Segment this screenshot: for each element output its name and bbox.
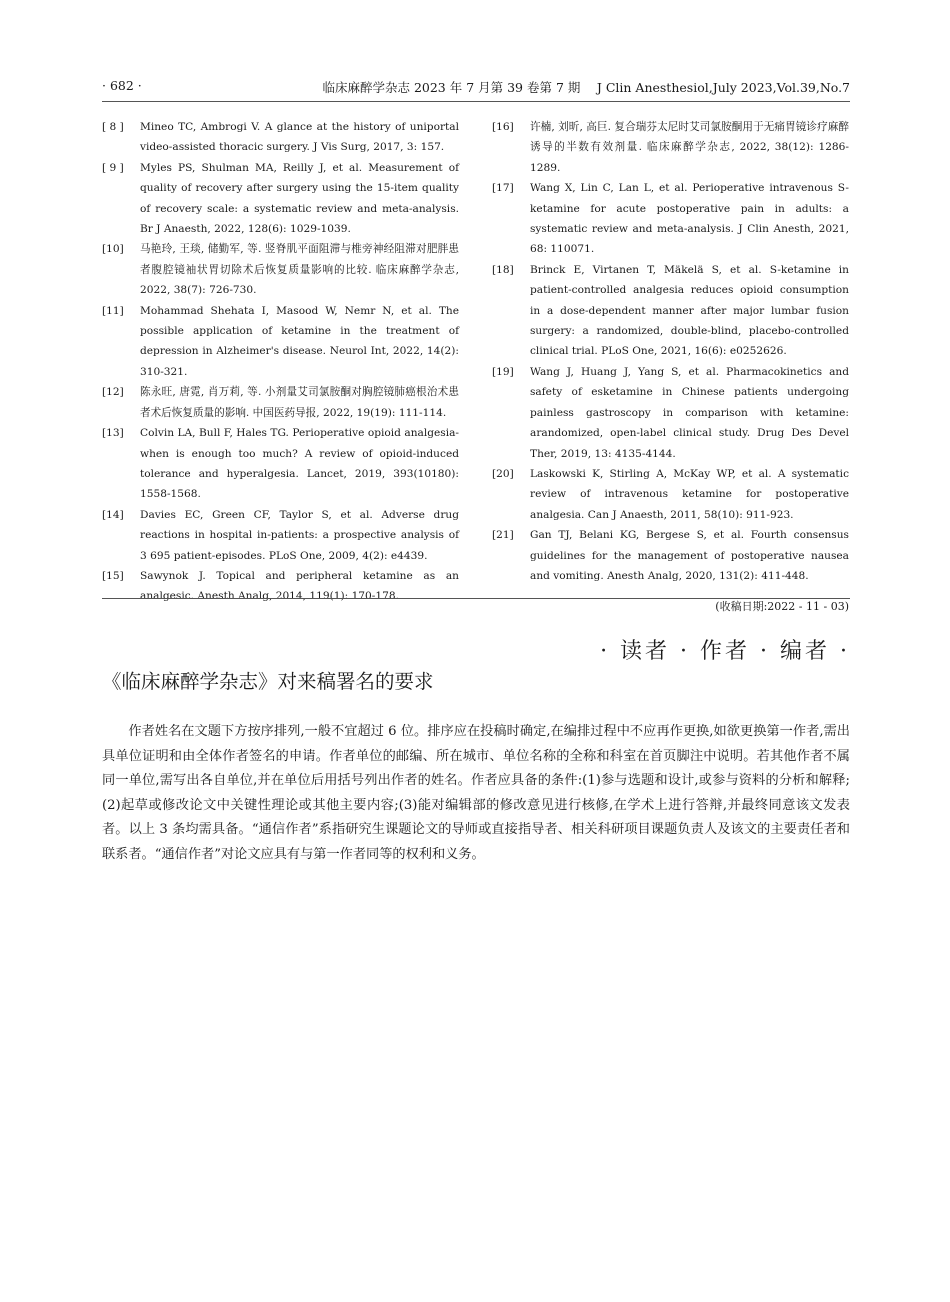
- reference-number: [20]: [492, 467, 514, 480]
- reference-item: [102, 566, 459, 607]
- reference-item: [492, 464, 849, 525]
- notice-body: 作者姓名在文题下方按序排列,一般不宜超过 6 位。排序应在投稿时确定,在编排过程中不应再作更换,如欲更换第一作者,需出具单位证明和由全体作者签名的申请。作者单位的邮编、所在城市、单位名称的全称和科室在首页脚注中说明。若其他作者不属同一单位,需写出各自单位,并在单位后用括号列出作者的姓名。作者应具备的条件:(1)参与选题和设计,或参与资料的分析和解释;(2)起草或修改论文中关键性理论或其他主要内容;(3)能对编辑部的修改意见进行核修,在学术上进行答辩,并最终同意该文发表者。以上 3 条均需具备。“通信作者”系指研究生课题论文的导师或直接指导者、相关科研项目课题负责人及该文的主要责任者和联系者。“通信作者”对论文应具有与第一作者同等的权利和义务。: [102, 724, 850, 862]
- reference-number: [ 9 ]: [102, 161, 124, 174]
- reference-text: Myles PS, Shulman MA, Reilly J, et al. Measurement of quality of recovery after surgery using the 15-item quality of recovery scale: a systematic review and meta-analysis. Br J Anaesth, 2022, 128(6): 1029-1039.: [140, 161, 459, 236]
- reference-text: 马艳玲, 王琰, 储勤军, 等. 竖脊肌平面阻滞与椎旁神经阻滞对肥胖患者腹腔镜袖状胃切除术后恢复质量影响的比较. 临床麻醉学杂志, 2022, 38(7): 726-730.: [140, 243, 459, 297]
- reference-text: Wang X, Lin C, Lan L, et al. Perioperative intravenous S-ketamine for acute postoperative pain in adults: a systematic review and meta-analysis. J Clin Anesth, 2021, 68: 110071.: [530, 182, 849, 256]
- reference-item: [102, 117, 459, 158]
- reference-item: [102, 505, 459, 566]
- reference-item: [102, 239, 459, 300]
- reference-number: [ 8 ]: [102, 121, 124, 133]
- reference-text: Davies EC, Green CF, Taylor S, et al. Adverse drug reactions in hospital in-patients: a prospective analysis of 3 695 patient-episodes. PLoS One, 2009, 4(2): e4439.: [140, 508, 459, 562]
- references-right-column: [492, 117, 849, 628]
- reference-item: [102, 382, 459, 423]
- reference-item: [492, 260, 849, 362]
- reference-item: [102, 301, 459, 383]
- reference-number: [21]: [492, 529, 514, 542]
- reference-number: [11]: [102, 304, 124, 317]
- reference-text: Laskowski K, Stirling A, McKay WP, et al. A systematic review of intravenous ketamine for postoperative analgesia. Can J Anaesth, 2011, 58(10): 911-923.: [530, 467, 849, 521]
- reference-text: Sawynok J. Topical and peripheral ketamine as an analgesic. Anesth Analg, 2014, 119(1): 170-178.: [140, 569, 459, 603]
- reference-number: [19]: [492, 365, 514, 378]
- header-rule: [102, 101, 850, 102]
- section-divider: [102, 598, 850, 599]
- running-head: [102, 78, 850, 98]
- reference-text: 许楠, 刘昕, 高巨. 复合瑞芬太尼时艾司氯胺酮用于无痛胃镜诊疗麻醉诱导的半数有效剂量. 临床麻醉学杂志, 2022, 38(12): 1286-1289.: [530, 121, 849, 174]
- reference-text: Brinck E, Virtanen T, Mäkelä S, et al. S-ketamine in patient-controlled analgesia reduces opioid consumption in a dose-dependent manner after major lumbar fusion surgery: a randomized, double-blind, placebo-controlled clinical trial. PLoS One, 2021, 16(6): e0252626.: [530, 263, 849, 358]
- reference-number: [15]: [102, 569, 124, 582]
- reference-item: [492, 178, 849, 260]
- reference-text: Gan TJ, Belani KG, Bergese S, et al. Fourth consensus guidelines for the management of postoperative nausea and vomiting. Anesth Analg, 2020, 131(2): 411-448.: [530, 529, 849, 582]
- reference-number: [16]: [492, 121, 514, 133]
- page-number: · 682 ·: [102, 78, 142, 93]
- column-banner: · 读者 · 作者 · 编者 ·: [600, 639, 850, 664]
- reference-text: Mohammad Shehata I, Masood W, Nemr N, et al. The possible application of ketamine in the treatment of depression in Alzheimer's disease. Neurol Int, 2022, 14(2): 310-321.: [140, 304, 459, 378]
- reference-text: Mineo TC, Ambrogi V. A glance at the history of uniportal video-assisted thoracic surgery. J Vis Surg, 2017, 3: 157.: [140, 121, 459, 154]
- notice-title: 《临床麻醉学杂志》对来稿署名的要求: [102, 670, 434, 693]
- reference-item: [492, 525, 849, 586]
- reference-item: [492, 362, 849, 464]
- reference-number: [18]: [492, 263, 514, 276]
- reference-number: [10]: [102, 243, 124, 256]
- reference-number: [14]: [102, 508, 124, 521]
- reference-text: 陈永旺, 唐霓, 肖万莉, 等. 小剂量艾司氯胺酮对胸腔镜肺癌根治术患者术后恢复质量的影响. 中国医药导报, 2022, 19(19): 111-114.: [140, 386, 459, 419]
- reference-item: [492, 117, 849, 178]
- reference-number: [13]: [102, 427, 124, 440]
- received-date: (收稿日期:2022 - 11 - 03): [715, 600, 849, 614]
- reference-text: Colvin LA, Bull F, Hales TG. Perioperative opioid analgesia-when is enough too much? A review of opioid-induced tolerance and hyperalgesia. Lancet, 2019, 393(10180): 1558-1568.: [140, 427, 459, 501]
- references-left-column: [102, 117, 459, 607]
- reference-item: [102, 158, 459, 240]
- reference-number: [17]: [492, 182, 514, 195]
- journal-header: 临床麻醉学杂志 2023 年 7 月第 39 卷第 7 期 J Clin Anesthesiol,July 2023,Vol.39,No.7: [322, 80, 850, 95]
- reference-text: Wang J, Huang J, Yang S, et al. Pharmacokinetics and safety of esketamine in Chinese patients undergoing painless gastroscopy in comparison with ketamine: arandomized, open-label clinical study. Drug Des Devel Ther, 2019, 13: 4135-4144.: [530, 365, 849, 460]
- reference-item: [102, 423, 459, 505]
- reference-number: [12]: [102, 386, 124, 399]
